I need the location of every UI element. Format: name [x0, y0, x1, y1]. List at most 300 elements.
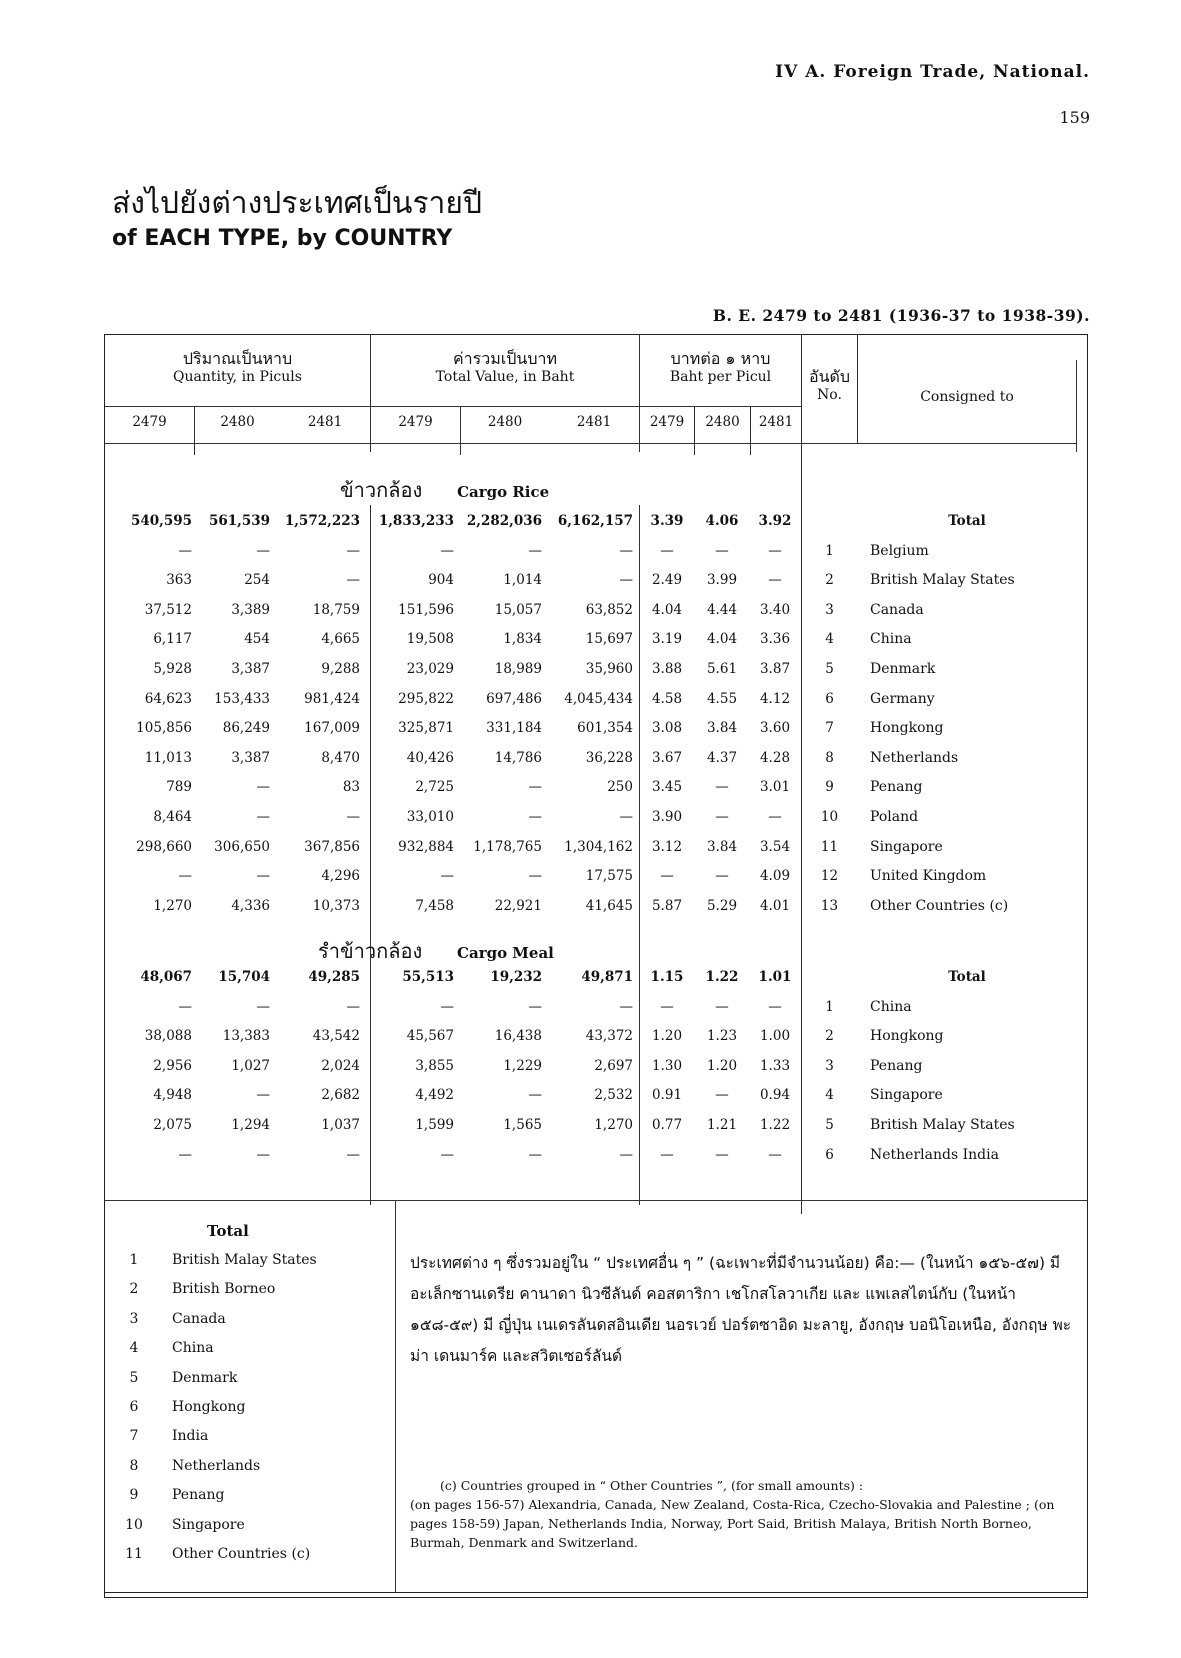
per-picul-cell: —	[715, 809, 729, 825]
legend-country: China	[172, 1340, 214, 1356]
country-cell: Singapore	[870, 1087, 943, 1103]
rank-cell: 1	[825, 543, 834, 559]
quantity-cell: —	[256, 779, 270, 795]
rank-cell: 10	[820, 809, 839, 825]
per-picul-cell: 1.22	[705, 969, 739, 985]
quantity-cell: —	[256, 543, 270, 559]
col-header-quantity-en: Quantity, in Piculs	[173, 369, 302, 385]
year-header: 2481	[758, 414, 794, 430]
per-picul-cell: 1.33	[759, 1058, 791, 1074]
page-number: 159	[1059, 108, 1090, 127]
per-picul-cell: 0.77	[651, 1117, 683, 1133]
value-cell: 295,822	[398, 691, 454, 707]
value-cell: 63,852	[585, 602, 633, 618]
quantity-cell: —	[346, 572, 360, 588]
value-cell: —	[528, 999, 542, 1015]
value-cell: 55,513	[402, 969, 454, 985]
legend-number: 9	[129, 1487, 139, 1503]
legend-country: Hongkong	[172, 1399, 246, 1415]
note-english-line1: (c) Countries grouped in “ Other Countries ”, (for small amounts) :	[440, 1478, 864, 1493]
quantity-cell: 48,067	[140, 969, 192, 985]
quantity-cell: 4,665	[321, 631, 360, 647]
value-cell: 1,178,765	[473, 839, 542, 855]
quantity-cell: 254	[244, 572, 270, 588]
quantity-cell: 8,464	[153, 809, 192, 825]
col-header-quantity	[105, 350, 370, 386]
quantity-cell: 1,037	[321, 1117, 360, 1133]
quantity-cell: 15,704	[218, 969, 270, 985]
quantity-cell: 6,117	[153, 631, 192, 647]
per-picul-cell: 3.19	[651, 631, 683, 647]
country-cell: Denmark	[870, 661, 936, 677]
quantity-cell: 540,595	[130, 513, 192, 529]
note-english	[410, 1476, 1075, 1552]
quantity-cell: 43,542	[312, 1028, 360, 1044]
per-picul-cell: 0.94	[759, 1087, 791, 1103]
value-cell: 1,834	[503, 631, 542, 647]
per-picul-cell: 3.90	[651, 809, 683, 825]
quantity-cell: 64,623	[144, 691, 192, 707]
value-cell: 932,884	[398, 839, 454, 855]
per-picul-cell: —	[715, 999, 729, 1015]
rank-cell: 7	[825, 720, 834, 736]
table-row	[0, 776, 1181, 798]
quantity-cell: —	[178, 1147, 192, 1163]
legend-country: British Malay States	[172, 1252, 317, 1268]
value-cell: 1,833,233	[378, 513, 454, 529]
value-cell: —	[619, 809, 633, 825]
legend-number: 4	[129, 1340, 139, 1356]
value-cell: 15,057	[494, 602, 542, 618]
rank-cell: 3	[825, 602, 834, 618]
col-header-per-picul	[640, 350, 801, 386]
per-picul-cell: 3.36	[759, 631, 791, 647]
quantity-cell: 4,948	[153, 1087, 192, 1103]
value-cell: 2,697	[594, 1058, 633, 1074]
title-english: of EACH TYPE, by COUNTRY	[112, 226, 453, 251]
per-picul-cell: 1.15	[650, 969, 684, 985]
period-label: B. E. 2479 to 2481 (1936-37 to 1938-39).	[712, 306, 1090, 325]
rank-cell: 6	[825, 691, 834, 707]
value-cell: —	[440, 1147, 454, 1163]
rank-cell: 4	[825, 631, 834, 647]
country-cell: Total	[948, 513, 986, 529]
note-thai: ประเทศต่าง ๆ ซึ่งรวมอยู่ใน “ ประเทศอื่น ๆ ” (ฉะเพาะที่มีจำนวนน้อย) คือ:— (ในหน้า ๑๕๖-๕๗) มีอะเล็กซานเดรีย คานาดา นิวซีลันด์ คอสตาริกา เชโกสโลวาเกีย และ แพเลสไตน์กับ (ในหน้า ๑๕๘-๕๙) มี ญี่ปุ่น เนเดรลันดสอินเดีย นอรเวย์ ปอร์ตซาอิด มะลายู, อังกฤษ บอนิโอเหนือ, อังกฤษ พะม่า เดนมาร์ค และสวิตเซอร์ลันด์	[410, 1254, 1072, 1365]
value-cell: 4,492	[415, 1087, 454, 1103]
table-row	[0, 836, 1181, 858]
per-picul-cell: 3.08	[651, 720, 683, 736]
country-cell: Hongkong	[870, 1028, 944, 1044]
value-cell: —	[528, 543, 542, 559]
quantity-cell: 2,024	[321, 1058, 360, 1074]
country-cell: China	[870, 999, 912, 1015]
country-cell: Other Countries (c)	[870, 898, 1009, 914]
quantity-cell: 1,294	[231, 1117, 270, 1133]
value-cell: 36,228	[585, 750, 633, 766]
bottom-double-rule	[104, 1592, 1088, 1598]
per-picul-cell: —	[768, 572, 782, 588]
per-picul-cell: 4.58	[651, 691, 683, 707]
quantity-cell: 454	[244, 631, 270, 647]
col-header-rank-en: No.	[817, 387, 842, 403]
value-cell: 1,014	[503, 572, 542, 588]
per-picul-cell: 3.45	[651, 779, 683, 795]
value-cell: —	[528, 779, 542, 795]
per-picul-cell: 4.06	[705, 513, 739, 529]
per-picul-cell: 1.30	[651, 1058, 683, 1074]
value-cell: 1,599	[415, 1117, 454, 1133]
quantity-cell: —	[256, 868, 270, 884]
per-picul-cell: 1.01	[758, 969, 792, 985]
table-row	[0, 658, 1181, 680]
per-picul-cell: —	[768, 809, 782, 825]
rank-cell: 4	[825, 1087, 834, 1103]
quantity-cell: 306,650	[214, 839, 270, 855]
quantity-cell: 1,572,223	[284, 513, 360, 529]
table-row	[0, 1114, 1181, 1136]
value-cell: —	[528, 809, 542, 825]
legend-country: India	[172, 1428, 209, 1444]
per-picul-cell: —	[715, 1087, 729, 1103]
quantity-cell: 363	[166, 572, 192, 588]
legend-number: 5	[129, 1370, 139, 1386]
section-title-en: Cargo Meal	[457, 944, 554, 962]
value-cell: 601,354	[577, 720, 633, 736]
quantity-cell: —	[256, 1087, 270, 1103]
year-header: 2481	[576, 414, 612, 430]
per-picul-cell: 3.60	[759, 720, 791, 736]
country-cell: Germany	[870, 691, 935, 707]
quantity-cell: 49,285	[308, 969, 360, 985]
country-cell: Canada	[870, 602, 924, 618]
table-row	[0, 996, 1181, 1018]
col-header-rank	[802, 368, 857, 404]
legend-number: 1	[129, 1252, 139, 1268]
quantity-cell: —	[178, 543, 192, 559]
quantity-cell: —	[346, 809, 360, 825]
per-picul-cell: 3.40	[759, 602, 791, 618]
rank-cell: 2	[825, 1028, 834, 1044]
legend-number: 8	[129, 1458, 139, 1474]
rank-cell: 12	[820, 868, 839, 884]
col-header-quantity-thai: ปริมาณเป็นหาบ	[182, 349, 293, 368]
quantity-cell: 13,383	[222, 1028, 270, 1044]
value-cell: 1,229	[503, 1058, 542, 1074]
quantity-cell: —	[178, 999, 192, 1015]
country-cell: British Malay States	[870, 572, 1015, 588]
country-cell: Belgium	[870, 543, 929, 559]
value-cell: 697,486	[486, 691, 542, 707]
quantity-cell: 4,336	[231, 898, 270, 914]
running-header: IV A. Foreign Trade, National.	[775, 62, 1090, 82]
legend-number: 7	[129, 1428, 139, 1444]
per-picul-cell: 5.29	[706, 898, 738, 914]
quantity-cell: 1,027	[231, 1058, 270, 1074]
table-row	[0, 806, 1181, 828]
per-picul-cell: 5.61	[706, 661, 738, 677]
quantity-cell: 83	[342, 779, 360, 795]
value-cell: 18,989	[494, 661, 542, 677]
rank-cell: 5	[825, 1117, 834, 1133]
quantity-cell: 3,389	[231, 602, 270, 618]
legend-country: Penang	[172, 1487, 225, 1503]
per-picul-cell: 3.87	[759, 661, 791, 677]
per-picul-cell: 3.39	[650, 513, 684, 529]
per-picul-cell: 3.54	[759, 839, 791, 855]
rule-v-legend-notes	[395, 1200, 396, 1592]
per-picul-cell: 4.09	[759, 868, 791, 884]
section-title-cargo-meal	[318, 935, 554, 967]
value-cell: —	[440, 543, 454, 559]
per-picul-cell: 4.04	[651, 602, 683, 618]
per-picul-cell: 3.84	[706, 720, 738, 736]
per-picul-cell: —	[715, 1147, 729, 1163]
per-picul-cell: —	[768, 999, 782, 1015]
col-header-per-picul-thai: บาทต่อ ๑ หาบ	[670, 349, 771, 368]
value-cell: 2,532	[594, 1087, 633, 1103]
col-header-per-picul-en: Baht per Picul	[669, 369, 772, 385]
per-picul-cell: 4.04	[706, 631, 738, 647]
legend-country: Singapore	[172, 1517, 245, 1533]
table-row	[0, 540, 1181, 562]
legend-country: Netherlands	[172, 1458, 261, 1474]
year-header: 2479	[398, 414, 433, 430]
country-cell: China	[870, 631, 912, 647]
rank-cell: 8	[825, 750, 834, 766]
col-header-consigned: Consigned to	[920, 389, 1014, 405]
value-cell: 3,855	[415, 1058, 454, 1074]
value-cell: 331,184	[486, 720, 542, 736]
legend-country: Denmark	[172, 1370, 238, 1386]
quantity-cell: 38,088	[144, 1028, 192, 1044]
per-picul-cell: 1.00	[759, 1028, 791, 1044]
quantity-cell: —	[178, 868, 192, 884]
country-cell: Netherlands India	[870, 1147, 999, 1163]
per-picul-cell: 4.55	[706, 691, 738, 707]
table-row	[0, 628, 1181, 650]
per-picul-cell: —	[715, 868, 729, 884]
col-header-rank-thai: อันดับ	[808, 367, 851, 386]
table-row	[0, 865, 1181, 887]
col-header-value	[371, 350, 639, 386]
table-row	[0, 688, 1181, 710]
value-cell: 16,438	[494, 1028, 542, 1044]
value-cell: 40,426	[406, 750, 454, 766]
quantity-cell: 167,009	[304, 720, 360, 736]
country-cell: Hongkong	[870, 720, 944, 736]
value-cell: 14,786	[494, 750, 542, 766]
per-picul-cell: —	[660, 543, 674, 559]
per-picul-cell: 3.99	[706, 572, 738, 588]
section-title-thai: ข้าวกล้อง	[340, 478, 423, 502]
value-cell: —	[619, 1147, 633, 1163]
rank-cell: 1	[825, 999, 834, 1015]
value-cell: —	[619, 572, 633, 588]
rule-h-header-years	[105, 406, 801, 407]
quantity-cell: 10,373	[312, 898, 360, 914]
value-cell: 250	[607, 779, 633, 795]
legend-number: 3	[129, 1311, 139, 1327]
table-row	[0, 1025, 1181, 1047]
value-cell: 17,575	[585, 868, 633, 884]
quantity-cell: 981,424	[304, 691, 360, 707]
quantity-cell: 8,470	[321, 750, 360, 766]
value-cell: 45,567	[406, 1028, 454, 1044]
value-cell: 43,372	[585, 1028, 633, 1044]
quantity-cell: 3,387	[231, 750, 270, 766]
quantity-cell: 298,660	[136, 839, 192, 855]
value-cell: —	[440, 868, 454, 884]
country-cell: Total	[948, 969, 986, 985]
quantity-cell: —	[346, 1147, 360, 1163]
per-picul-cell: 3.92	[758, 513, 792, 529]
value-cell: 41,645	[585, 898, 633, 914]
value-cell: 6,162,157	[557, 513, 633, 529]
rank-cell: 9	[825, 779, 834, 795]
per-picul-cell: 3.67	[651, 750, 683, 766]
quantity-cell: 37,512	[144, 602, 192, 618]
country-cell: Netherlands	[870, 750, 959, 766]
section-title-en: Cargo Rice	[457, 483, 550, 501]
per-picul-cell: 1.23	[706, 1028, 738, 1044]
quantity-cell: 105,856	[136, 720, 192, 736]
per-picul-cell: 5.87	[651, 898, 683, 914]
year-header: 2480	[705, 414, 740, 430]
rank-cell: 5	[825, 661, 834, 677]
value-cell: 15,697	[585, 631, 633, 647]
value-cell: 49,871	[581, 969, 633, 985]
quantity-cell: 2,682	[321, 1087, 360, 1103]
year-header: 2479	[132, 414, 167, 430]
rank-cell: 2	[825, 572, 834, 588]
section-title-thai: รำข้าวกล้อง	[318, 939, 423, 963]
year-header: 2480	[487, 414, 523, 430]
value-cell: —	[619, 543, 633, 559]
rule-v-country-right	[1076, 360, 1077, 452]
country-cell: Poland	[870, 809, 919, 825]
col-header-value-en: Total Value, in Baht	[435, 369, 575, 385]
table-row	[0, 599, 1181, 621]
value-cell: 4,045,434	[564, 691, 633, 707]
value-cell: 23,029	[406, 661, 454, 677]
value-cell: 35,960	[585, 661, 633, 677]
quantity-cell: 3,387	[231, 661, 270, 677]
rank-cell: 11	[820, 839, 839, 855]
per-picul-cell: 3.12	[651, 839, 683, 855]
country-cell: United Kingdom	[870, 868, 987, 884]
per-picul-cell: 3.88	[651, 661, 683, 677]
quantity-cell: 9,288	[321, 661, 360, 677]
quantity-cell: 5,928	[153, 661, 192, 677]
value-cell: —	[528, 868, 542, 884]
quantity-cell: —	[256, 999, 270, 1015]
per-picul-cell: 2.49	[651, 572, 683, 588]
table-row	[0, 1144, 1181, 1166]
rule-h-header-bottom	[105, 443, 1076, 444]
per-picul-cell: 1.22	[759, 1117, 791, 1133]
per-picul-cell: 1.20	[651, 1028, 683, 1044]
value-cell: 33,010	[406, 809, 454, 825]
year-header: 2481	[307, 414, 343, 430]
value-cell: 904	[428, 572, 454, 588]
year-header: 2479	[649, 414, 685, 430]
quantity-cell: —	[346, 543, 360, 559]
table-row	[0, 747, 1181, 769]
note-english-rest: (on pages 156-57) Alexandria, Canada, New Zealand, Costa-Rica, Czecho-Slovakia and Palestine ; (on pages 158-59) Japan, Netherlands India, Norway, Port Said, British Malaya, British North Borneo, Burmah, Denmark and Switzerland.	[410, 1497, 1055, 1550]
rule-h-body-bottom	[105, 1200, 1087, 1201]
quantity-cell: 2,956	[153, 1058, 192, 1074]
per-picul-cell: —	[768, 1147, 782, 1163]
quantity-cell: 2,075	[153, 1117, 192, 1133]
per-picul-cell: 0.91	[651, 1087, 683, 1103]
value-cell: 7,458	[415, 898, 454, 914]
col-header-value-thai: ค่ารวมเป็นบาท	[452, 349, 558, 368]
value-cell: 22,921	[494, 898, 542, 914]
per-picul-cell: —	[715, 779, 729, 795]
quantity-cell: 86,249	[222, 720, 270, 736]
per-picul-cell: 1.20	[706, 1058, 738, 1074]
value-cell: 2,282,036	[466, 513, 542, 529]
per-picul-cell: —	[660, 1147, 674, 1163]
rank-cell: 6	[825, 1147, 834, 1163]
quantity-cell: —	[256, 809, 270, 825]
value-cell: 1,270	[594, 1117, 633, 1133]
quantity-cell: 4,296	[321, 868, 360, 884]
legend-country: Canada	[172, 1311, 226, 1327]
value-cell: —	[528, 1147, 542, 1163]
value-cell: 325,871	[398, 720, 454, 736]
legend-number: 11	[125, 1546, 143, 1562]
country-cell: Penang	[870, 779, 923, 795]
per-picul-cell: —	[660, 999, 674, 1015]
quantity-cell: 561,539	[208, 513, 270, 529]
table-total-row	[0, 966, 1181, 988]
country-cell: British Malay States	[870, 1117, 1015, 1133]
table-row	[0, 895, 1181, 917]
per-picul-cell: 4.44	[706, 602, 738, 618]
table-row	[0, 717, 1181, 739]
table-row	[0, 569, 1181, 591]
per-picul-cell: 4.12	[759, 691, 791, 707]
per-picul-cell: —	[715, 543, 729, 559]
quantity-cell: 789	[166, 779, 192, 795]
quantity-cell: 18,759	[312, 602, 360, 618]
legend-country: British Borneo	[172, 1281, 276, 1297]
value-cell: 19,508	[406, 631, 454, 647]
table-total-row	[0, 510, 1181, 532]
quantity-cell: 367,856	[304, 839, 360, 855]
per-picul-cell: —	[768, 543, 782, 559]
per-picul-cell: 1.21	[706, 1117, 738, 1133]
quantity-cell: 11,013	[144, 750, 192, 766]
rank-cell: 3	[825, 1058, 834, 1074]
legend-number: 2	[129, 1281, 139, 1297]
value-cell: 19,232	[490, 969, 542, 985]
per-picul-cell: 3.84	[706, 839, 738, 855]
value-cell: 151,596	[398, 602, 454, 618]
table-row	[0, 1055, 1181, 1077]
legend-title: Total	[207, 1222, 249, 1240]
value-cell: —	[440, 999, 454, 1015]
per-picul-cell: 4.28	[759, 750, 791, 766]
legend-number: 6	[129, 1399, 139, 1415]
country-cell: Singapore	[870, 839, 943, 855]
per-picul-cell: 3.01	[759, 779, 791, 795]
year-header: 2480	[220, 414, 255, 430]
value-cell: —	[528, 1087, 542, 1103]
quantity-cell: —	[256, 1147, 270, 1163]
per-picul-cell: 4.01	[759, 898, 791, 914]
